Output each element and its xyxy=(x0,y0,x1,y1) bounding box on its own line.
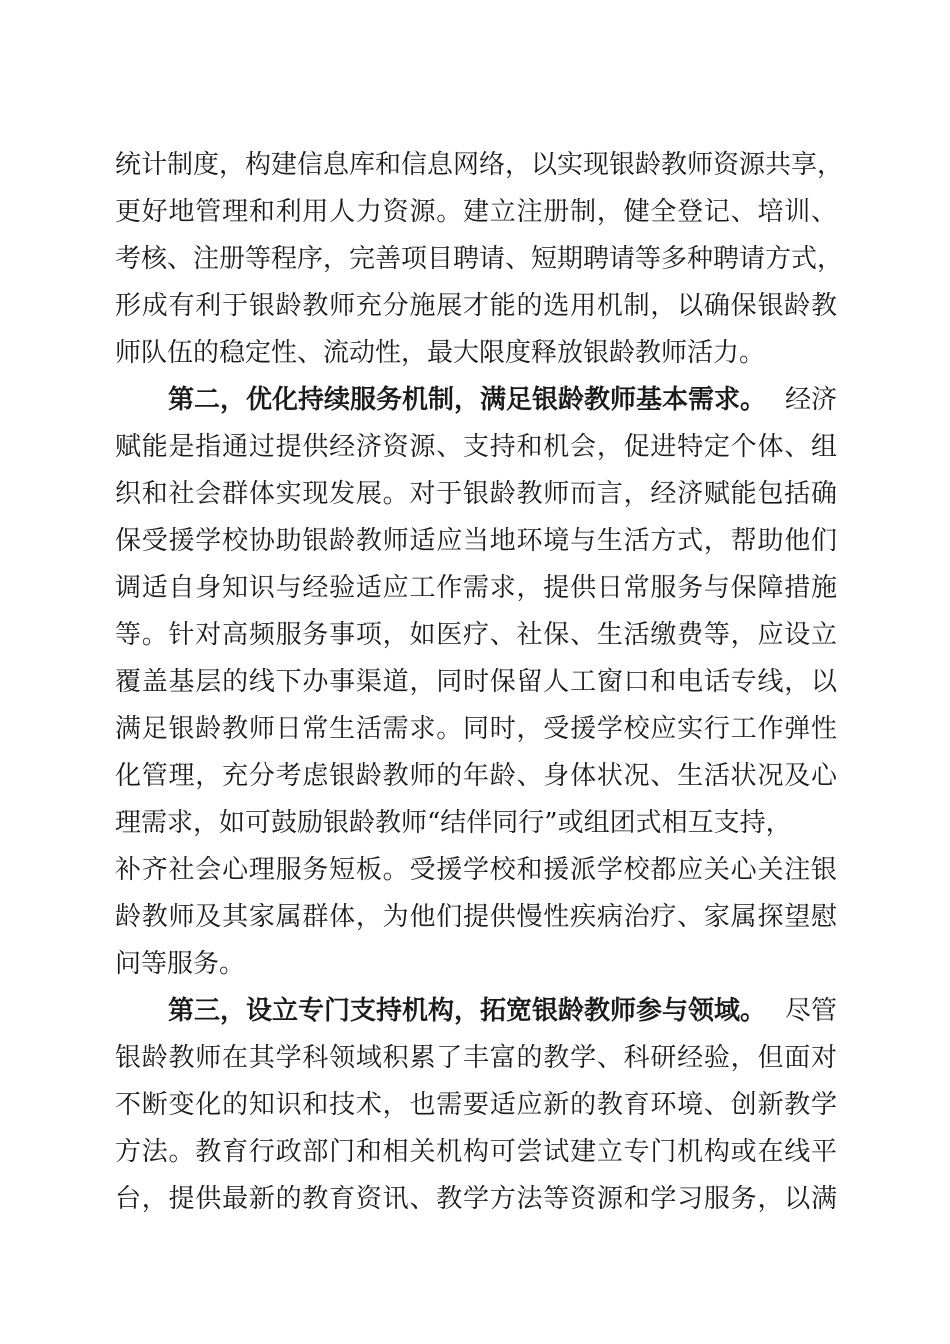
paragraph-3-first-line xyxy=(168,988,837,1034)
paragraph-3-line-1: 银龄教师在其学科领域积累了丰富的教学、科研经验，但面对 xyxy=(115,1043,837,1073)
paragraph-3-first-line-rest: 尽管 xyxy=(784,996,837,1026)
paragraph-2-line-12: 问等服务。 xyxy=(115,949,246,979)
paragraph-1-line-2: 更好地管理和利用人力资源。建立注册制，健全登记、培训、 xyxy=(115,197,837,227)
paragraph-2-line-3: 保受援学校协助银龄教师适应当地环境与生活方式，帮助他们 xyxy=(115,526,837,556)
paragraph-2-lead: 第二，优化持续服务机制，满足银龄教师基本需求。 xyxy=(168,385,767,415)
paragraph-3-line-2: 不断变化的知识和技术，也需要适应新的教育环境、创新教学 xyxy=(115,1090,837,1120)
paragraph-3-line-3: 方法。教育行政部门和相关机构可尝试建立专门机构或在线平 xyxy=(115,1137,837,1167)
paragraph-2-line-9: 理需求，如可鼓励银龄教师“结伴同行”或组团式相互支持， xyxy=(115,808,792,838)
paragraph-2-first-line xyxy=(168,377,837,423)
paragraph-1-line-5: 师队伍的稳定性、流动性，最大限度释放银龄教师活力。 xyxy=(115,338,766,368)
paragraph-1-line-1: 统计制度，构建信息库和信息网络，以实现银龄教师资源共享， xyxy=(115,150,844,180)
paragraph-2-first-line-rest: 经济 xyxy=(784,385,837,415)
paragraph-2-line-5: 等。针对高频服务事项，如医疗、社保、生活缴费等，应设立 xyxy=(115,620,837,650)
paragraph-2-line-11: 龄教师及其家属群体，为他们提供慢性疾病治疗、家属探望慰 xyxy=(115,902,837,932)
paragraph-2-line-8: 化管理，充分考虑银龄教师的年龄、身体状况、生活状况及心 xyxy=(115,761,837,791)
paragraph-3-lead: 第三，设立专门支持机构，拓宽银龄教师参与领域。 xyxy=(168,996,767,1026)
paragraph-1-line-3: 考核、注册等程序，完善项目聘请、短期聘请等多种聘请方式， xyxy=(115,244,844,274)
paragraph-2-line-7: 满足银龄教师日常生活需求。同时，受援学校应实行工作弹性 xyxy=(115,714,837,744)
paragraph-2-line-4: 调适自身知识与经验适应工作需求，提供日常服务与保障措施 xyxy=(115,573,837,603)
paragraph-3-line-4: 台，提供最新的教育资讯、教学方法等资源和学习服务，以满 xyxy=(115,1184,837,1214)
paragraph-2-line-10: 补齐社会心理服务短板。受援学校和援派学校都应关心关注银 xyxy=(115,855,837,885)
paragraph-2-line-1: 赋能是指通过提供经济资源、支持和机会，促进特定个体、组 xyxy=(115,432,837,462)
paragraph-2-line-6: 覆盖基层的线下办事渠道，同时保留人工窗口和电话专线，以 xyxy=(115,667,837,697)
paragraph-1-line-4: 形成有利于银龄教师充分施展才能的选用机制，以确保银龄教 xyxy=(115,291,837,321)
paragraph-2-line-2: 织和社会群体实现发展。对于银龄教师而言，经济赋能包括确 xyxy=(115,479,837,509)
